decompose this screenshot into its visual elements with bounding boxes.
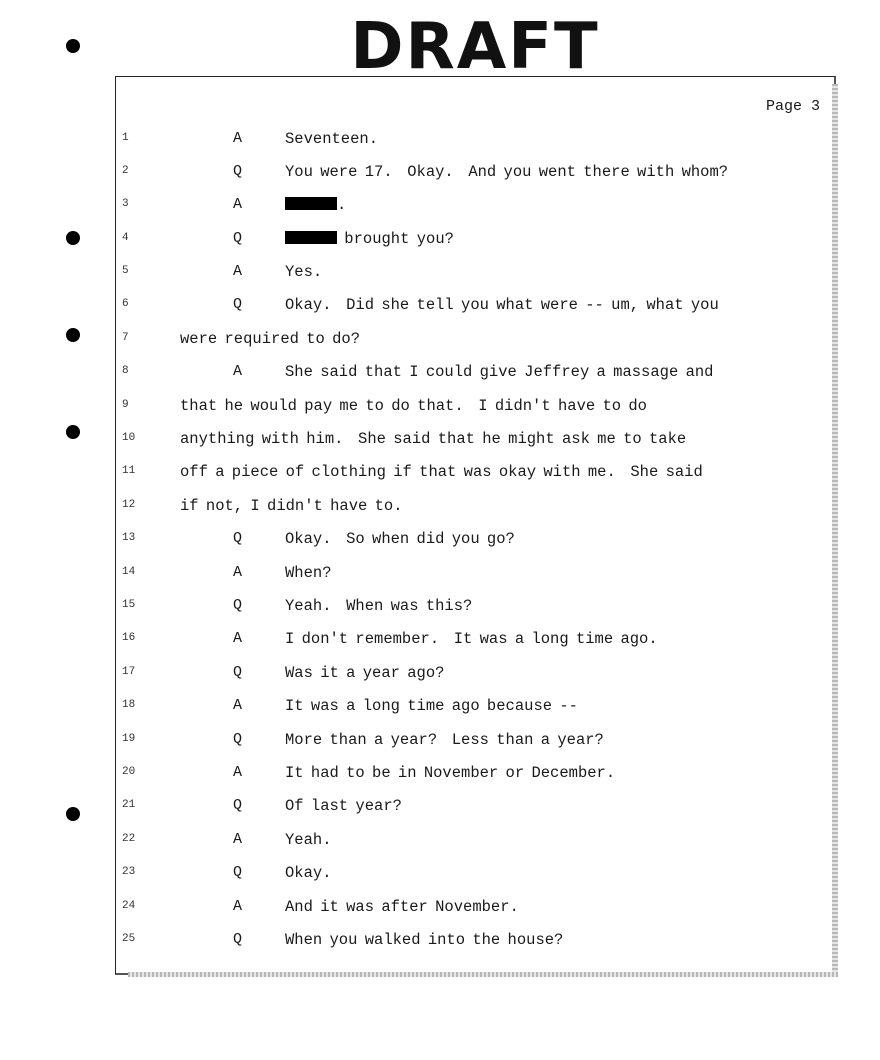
- line-number: 18: [122, 699, 136, 711]
- line-text: When you walked into the house?: [285, 931, 564, 949]
- line-number: 7: [122, 332, 129, 344]
- line-text: if not, I didn't have to.: [180, 497, 403, 515]
- line-text: brought you?: [337, 230, 454, 248]
- line-number: 4: [122, 232, 129, 244]
- line-text: anything with him. She said that he might ask me to take: [180, 430, 687, 448]
- speaker-label: A: [233, 130, 243, 147]
- line-number: 19: [122, 733, 136, 745]
- line-text: off a piece of clothing if that was okay with me. She said: [180, 463, 703, 481]
- line-number: 9: [122, 399, 129, 411]
- line-text: Of last year?: [285, 797, 402, 815]
- line-text: Yeah. When was this?: [285, 597, 473, 615]
- transcript-line: [0, 463, 880, 502]
- speaker-label: A: [233, 564, 243, 581]
- line-number: 17: [122, 666, 136, 678]
- speaker-label: Q: [233, 931, 243, 948]
- line-text: You were 17. Okay. And you went there with whom?: [285, 163, 729, 181]
- line-number: 24: [122, 900, 136, 912]
- speaker-label: Q: [233, 163, 243, 180]
- line-text: It had to be in November or December.: [285, 764, 616, 782]
- line-text: Yes.: [285, 263, 323, 281]
- speaker-label: Q: [233, 797, 243, 814]
- line-number: 21: [122, 799, 136, 811]
- speaker-label: Q: [233, 296, 243, 313]
- line-text: Yeah.: [285, 831, 332, 849]
- transcript-line: [0, 530, 880, 569]
- line-number: 14: [122, 566, 136, 578]
- speaker-label: A: [233, 898, 243, 915]
- line-text: It was a long time ago because --: [285, 697, 578, 715]
- line-text: were required to do?: [180, 330, 361, 348]
- speaker-label: Q: [233, 230, 243, 247]
- line-text: When?: [285, 564, 332, 582]
- line-text: Was it a year ago?: [285, 664, 445, 682]
- line-number: 12: [122, 499, 136, 511]
- line-number: 15: [122, 599, 136, 611]
- transcript-line: [0, 931, 880, 970]
- line-text-redacted: [285, 230, 454, 248]
- line-text: More than a year? Less than a year?: [285, 731, 604, 749]
- line-number: 3: [122, 198, 129, 210]
- transcript-line: [0, 296, 880, 335]
- line-number: 16: [122, 632, 136, 644]
- line-text: Okay. Did she tell you what were -- um, what you: [285, 296, 719, 314]
- page-number: Page 3: [765, 98, 820, 115]
- line-number: 25: [122, 933, 136, 945]
- line-text: Okay.: [285, 864, 332, 882]
- speaker-label: A: [233, 831, 243, 848]
- speaker-label: Q: [233, 530, 243, 547]
- line-number: 20: [122, 766, 136, 778]
- line-number: 23: [122, 866, 136, 878]
- line-text-redacted: [285, 196, 346, 214]
- line-text: She said that I could give Jeffrey a massage and: [285, 363, 714, 381]
- line-number: 10: [122, 432, 136, 444]
- draft-stamp: DRAFT: [350, 10, 600, 84]
- line-number: 1: [122, 132, 129, 144]
- speaker-label: A: [233, 196, 243, 213]
- line-text: And it was after November.: [285, 898, 519, 916]
- speaker-label: A: [233, 630, 243, 647]
- speaker-label: A: [233, 263, 243, 280]
- speaker-label: A: [233, 363, 243, 380]
- speaker-label: A: [233, 697, 243, 714]
- line-text: .: [337, 196, 347, 214]
- redaction-block: [285, 197, 337, 210]
- line-text: Okay. So when did you go?: [285, 530, 515, 548]
- speaker-label: Q: [233, 731, 243, 748]
- speaker-label: Q: [233, 597, 243, 614]
- line-text: that he would pay me to do that. I didn't have to do: [180, 397, 647, 415]
- line-text: I don't remember. It was a long time ago.: [285, 630, 658, 648]
- line-number: 8: [122, 365, 129, 377]
- line-number: 22: [122, 833, 136, 845]
- redaction-block: [285, 231, 337, 244]
- speaker-label: A: [233, 764, 243, 781]
- line-number: 13: [122, 532, 136, 544]
- transcript-line: [0, 797, 880, 836]
- line-number: 5: [122, 265, 129, 277]
- line-number: 6: [122, 298, 129, 310]
- line-number: 11: [122, 465, 136, 477]
- speaker-label: Q: [233, 664, 243, 681]
- line-number: 2: [122, 165, 129, 177]
- line-text: Seventeen.: [285, 130, 379, 148]
- speaker-label: Q: [233, 864, 243, 881]
